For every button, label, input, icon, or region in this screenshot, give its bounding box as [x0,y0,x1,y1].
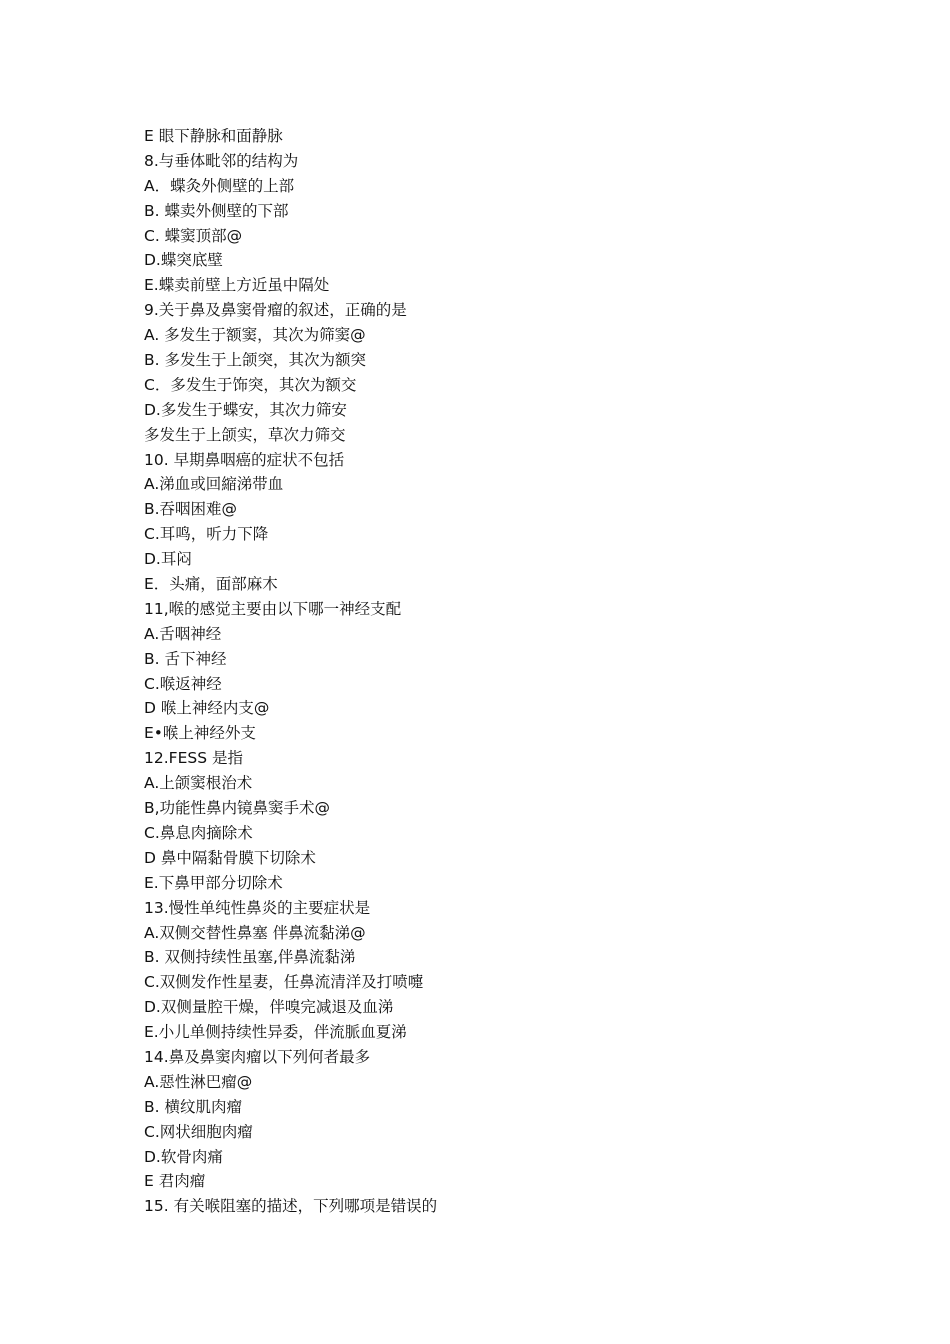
answer-option: 多发生于上颌实，草次力筛交 [144,425,346,444]
answer-option: E•喉上神经外支 [144,724,256,743]
answer-option: B. 双侧持续性虽塞,伴鼻流黏涕 [144,948,356,967]
question-stem: 12.FESS 是指 [144,749,243,768]
answer-option: B.吞咽困难@ [144,500,238,519]
question-stem: 10. 早期鼻咽癌的症状不包括 [144,450,345,469]
question-stem: 14.鼻及鼻窦肉瘤以下列何者最多 [144,1047,371,1066]
answer-option: B. 舌下神经 [144,649,227,668]
answer-option: B. 横纹肌肉瘤 [144,1097,242,1116]
text-line: E 眼下静脉和面静脉 [144,127,283,145]
question-stem: 13.慢性单纯性鼻炎的主要症状是 [144,898,371,917]
answer-option: E．头痛，面部麻木 [144,575,278,594]
answer-option: D.软骨肉痛 [144,1147,223,1166]
answer-option: B,功能性鼻内镜鼻窦手术@ [144,799,331,818]
answer-option: C.鼻息肉摘除术 [144,823,253,842]
answer-option: C.喉返神经 [144,674,222,693]
answer-option: A.惡性淋巴瘤@ [144,1072,253,1091]
answer-option: D.蝶突底壁 [144,251,223,270]
answer-option: A.上颌窦根治术 [144,774,253,793]
answer-option: E.小儿单侧持续性异委，伴流脈血夏涕 [144,1023,407,1042]
answer-option: A. 多发生于额窦，其次为筛窦@ [144,326,366,345]
answer-option: D.耳闷 [144,550,192,569]
answer-option: C.网状细胞肉瘤 [144,1122,253,1141]
answer-option: B. 多发生于上颌突，其次为额突 [144,351,366,370]
answer-option: A．蝶灸外侧壁的上部 [144,176,295,195]
question-stem: 11,喉的感觉主要由以下哪一神经支配 [144,599,402,618]
question-stem: 15. 有关喉阻塞的描述，下列哪项是错误的 [144,1197,438,1216]
answer-option: A.涕血或回縮涕带血 [144,475,284,494]
answer-option: C. 蝶窦顶部@ [144,226,243,245]
answer-option: E 君肉瘤 [144,1172,206,1191]
answer-option: D.双侧量腔干燥，伴嗅完减退及血涕 [144,998,394,1017]
answer-option: A.双侧交替性鼻塞 伴鼻流黏涕@ [144,923,366,942]
answer-option: C.双侧发作性星妻，任鼻流清洋及打喷嚏 [144,973,424,992]
answer-option: D 鼻中隔黏骨膜下切除术 [144,848,316,867]
answer-option: C．多发生于饰突，其次为额交 [144,375,357,394]
answer-option: B. 蝶卖外侧壁的下部 [144,201,289,220]
answer-option: E.蝶卖前壁上方近虽中隔处 [144,276,330,295]
question-stem: 8.与垂体毗邻的结构为 [144,151,299,170]
answer-option: E.下鼻甲部分切除术 [144,873,283,892]
answer-option: D.多发生于蝶安，其次力筛安 [144,400,347,419]
answer-option: C.耳鸣，听力下降 [144,525,269,544]
answer-option: D 喉上神经内支@ [144,699,270,718]
question-list [144,124,844,1219]
answer-option: A.舌咽神经 [144,624,222,643]
question-stem: 9.关于鼻及鼻窦骨瘤的叙述，正确的是 [144,301,407,320]
